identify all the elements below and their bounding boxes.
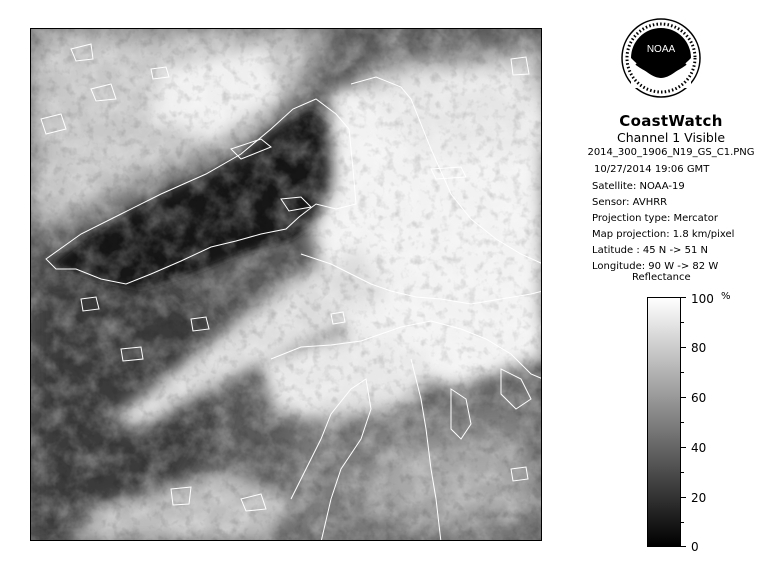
- colorbar-label-20: 20: [691, 491, 707, 505]
- datetime: 10/27/2014 19:06 GMT: [594, 164, 710, 175]
- colorbar: [647, 297, 681, 547]
- colorbar-unit: %: [721, 291, 731, 302]
- satellite-image-svg: [31, 29, 542, 541]
- sensor: Sensor: AVHRR: [592, 197, 668, 208]
- colorbar-tick: [681, 347, 686, 348]
- colorbar-label-100: 100: [691, 292, 714, 306]
- satellite-image: [30, 28, 542, 541]
- colorbar-tick: [681, 497, 686, 498]
- colorbar-minor-tick: [681, 522, 684, 523]
- colorbar-tick: [681, 546, 686, 547]
- projection-type: Projection type: Mercator: [592, 213, 718, 224]
- colorbar-minor-tick: [681, 322, 684, 323]
- logo-text: NOAA: [646, 44, 676, 55]
- longitude: Longitude: 90 W -> 82 W: [592, 261, 719, 272]
- channel-title: Channel 1 Visible: [616, 130, 726, 145]
- file-name: 2014_300_1906_N19_GS_C1.PNG: [587, 147, 755, 158]
- colorbar-tick: [681, 397, 686, 398]
- colorbar-minor-tick: [681, 472, 684, 473]
- latitude: Latitude : 45 N -> 51 N: [592, 245, 708, 256]
- colorbar-tick: [681, 297, 686, 298]
- colorbar-label-40: 40: [691, 441, 707, 455]
- noaa-logo: [621, 18, 701, 98]
- colorbar-label-0: 0: [691, 540, 699, 554]
- brand-title: CoastWatch: [619, 112, 723, 130]
- colorbar-minor-tick: [681, 372, 684, 373]
- satellite: Satellite: NOAA-19: [592, 181, 685, 192]
- colorbar-title: Reflectance: [632, 272, 691, 283]
- map-projection: Map projection: 1.8 km/pixel: [592, 229, 735, 240]
- colorbar-tick: [681, 447, 686, 448]
- colorbar-label-80: 80: [691, 341, 707, 355]
- colorbar-label-60: 60: [691, 391, 707, 405]
- colorbar-minor-tick: [681, 422, 684, 423]
